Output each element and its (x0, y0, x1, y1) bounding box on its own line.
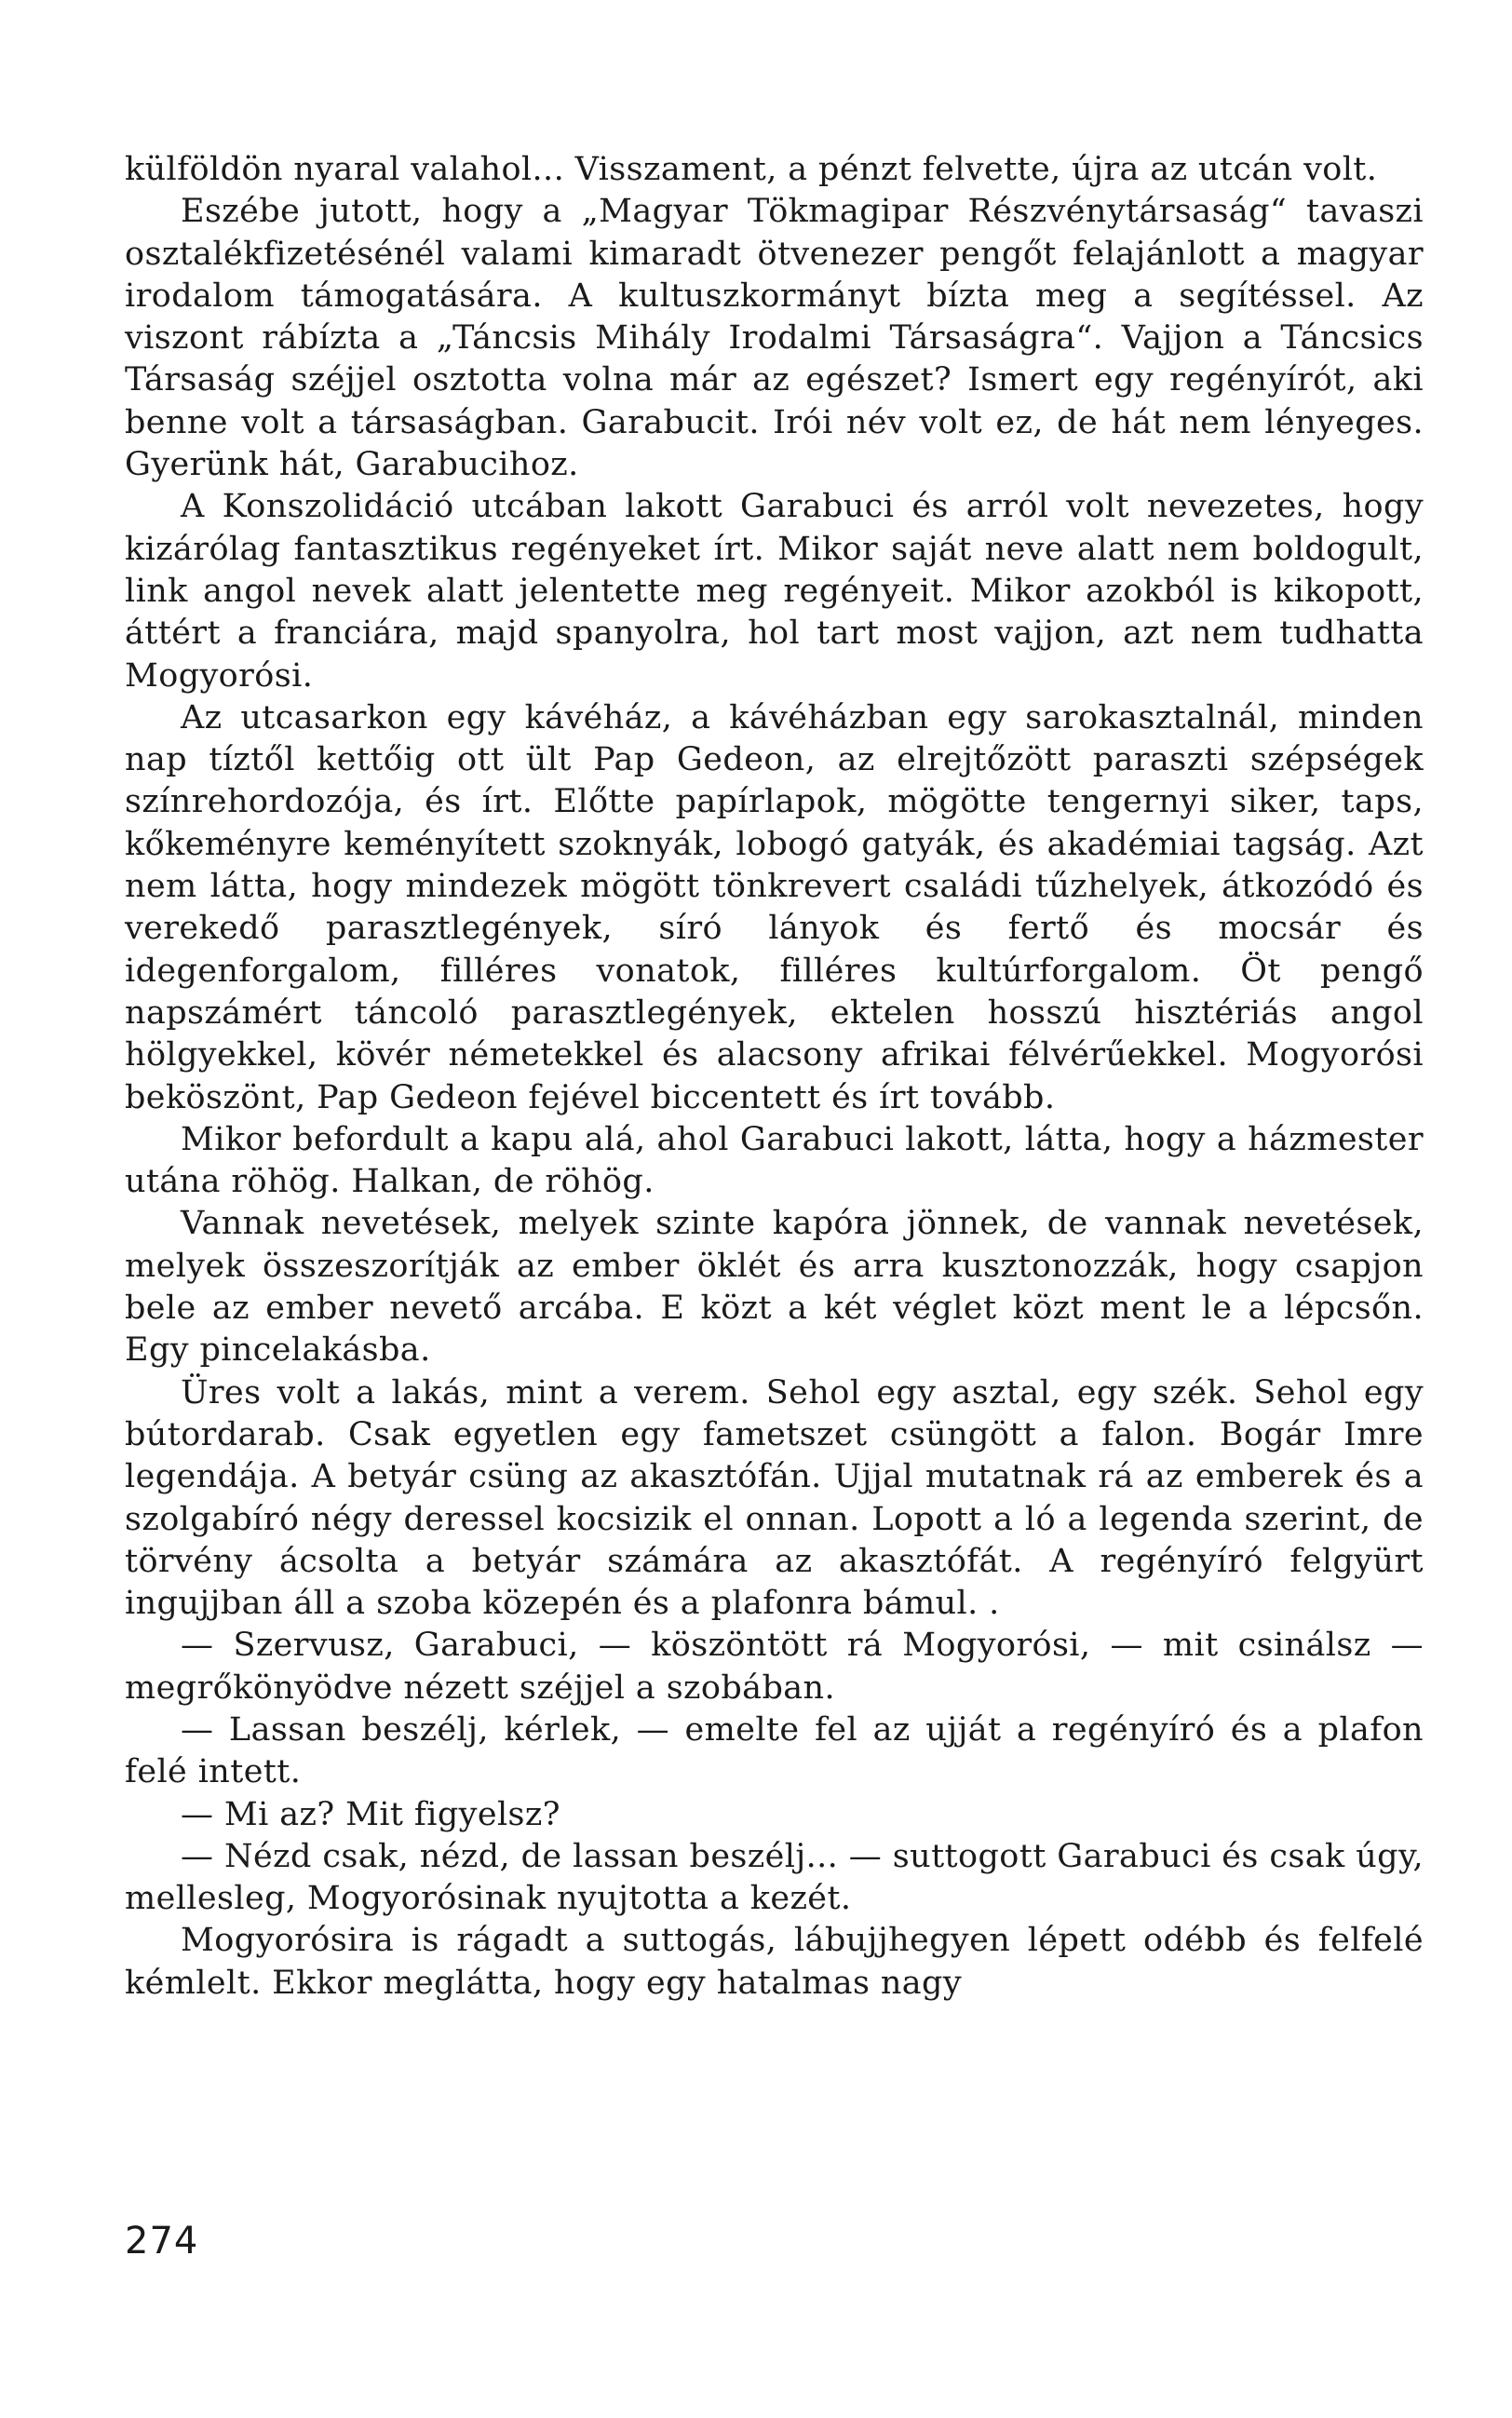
paragraph: Eszébe jutott, hogy a „Magyar Tökmagipar Részvénytársaság“ tavaszi osztalékfizetésénél valami kimaradt ötvenezer pengőt felajánlott a magyar irodalom támogatására. A kultuszkormányt bízta meg a segítéssel. Az viszont rábízta a „Táncsis Mihály Irodalmi Társaságra“. Vajjon a Táncsics Társaság széjjel osztotta volna már az egészet? Ismert egy regényírót, aki benne volt a társaságban. Garabucit. Irói név volt ez, de hát nem lényeges. Gyerünk hát, Garabucihoz. (125, 193, 1424, 484)
paragraph: Mikor befordult a kapu alá, ahol Garabuci lakott, látta, hogy a házmester utána röhög. Halkan, de röhög. (125, 1120, 1424, 1201)
dialogue-line: — Mi az? Mit figyelsz? (181, 1795, 560, 1833)
paragraph: A Konszolidáció utcában lakott Garabuci és arról volt nevezetes, hogy kizárólag fantasztikus regényeket írt. Mikor saját neve alatt nem boldogult, link angol nevek alatt jelentette meg regényeit. Mikor azokból is kikopott, áttért a franciára, majd spanyolra, hol tart most vajjon, azt nem tudhatta Mogyorósi. (125, 488, 1424, 695)
dialogue-line: — Szervusz, Garabuci, — köszöntött rá Mogyorósi, — mit csinálsz — megrőkönyödve nézett széjjel a szobában. (125, 1627, 1424, 1707)
paragraph-continuation: külföldön nyaral valahol... Visszament, a pénzt felvette, újra az utcán volt. (125, 151, 1378, 188)
paragraph: Mogyorósira is rágadt a suttogás, lábujjhegyen lépett odébb és felfelé kémlelt. Ekkor meglátta, hogy egy hatalmas nagy (125, 1922, 1424, 2002)
paragraph: Az utcasarkon egy kávéház, a kávéházban egy sarokasztalnál, minden nap tíztől kettőig ott ült Pap Gedeon, az elrejtőzött paraszti szépségek színrehordozója, és írt. Előtte papírlapok, mögötte tengernyi siker, taps, kőkeményre keményített szoknyák, lobogó gatyák, és akadémiai tagság. Azt nem látta, hogy mindezek mögött tönkrevert családi tűzhelyek, átkozódó és verekedő parasztlegények, síró lányok és fertő és mocsár és idegenforgalom, filléres vonatok, filléres kultúrforgalom. Öt pengő napszámért táncoló parasztlegények, ektelen hosszú hisztériás angol hölgyekkel, kövér németekkel és alacsony afrikai félvérűekkel. Mogyorósi beköszönt, Pap Gedeon fejével biccentett és írt tovább. (125, 698, 1424, 1116)
paragraph: Üres volt a lakás, mint a verem. Sehol egy asztal, egy szék. Sehol egy bútordarab. Csak egyetlen egy fametszet csüngött a falon. Bogár Imre legendája. A betyár csüng az akasztófán. Ujjal mutatnak rá az emberek és a szolgabíró négy deressel kocsizik el onnan. Lopott a ló a legenda szerint, de törvény ácsolta a betyár számára az akasztófát. A regényíró felgyürt ingujjban áll a szoba közepén és a plafonra bámul. . (125, 1373, 1424, 1623)
body-text (125, 149, 1424, 2005)
paragraph: Vannak nevetések, melyek szinte kapóra jönnek, de vannak nevetések, melyek összeszorítják az ember öklét és arra kusztonozzák, hogy csapjon bele az ember nevető arcába. E közt a két véglet közt ment le a lépcsőn. Egy pincelakásba. (125, 1205, 1424, 1370)
dialogue-line: — Lassan beszélj, kérlek, — emelte fel az ujját a regényíró és a plafon felé intett. (125, 1710, 1424, 1791)
page-number: 274 (125, 2220, 199, 2263)
dialogue-line: — Nézd csak, nézd, de lassan beszélj... — suttogott Garabuci és csak úgy, mellesleg, Mogyorósinak nyujtotta a kezét. (125, 1837, 1424, 1918)
